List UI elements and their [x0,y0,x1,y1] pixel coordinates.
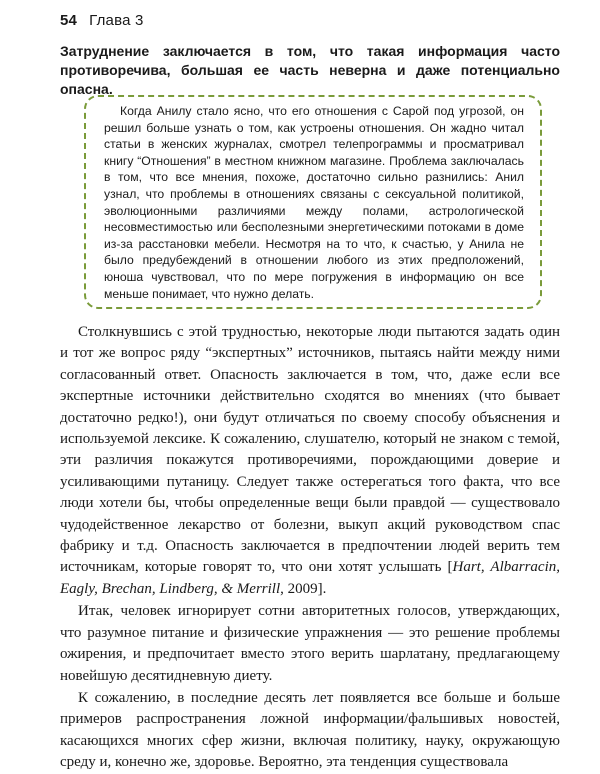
page-number: 54 [60,12,78,29]
paragraph-3: К сожалению, в последние десять лет появляется все больше и больше примеров распространения ложной информации/фальшивых новостей, касающихся многих сфер жизни, включая политику, науку, окружающую среду и, конечно же, здоровье. Вероятно, эта тенденция существовала [60,689,560,771]
citation-year: , 2009]. [280,580,327,597]
paragraph-1 [60,322,560,600]
body-text [60,322,560,774]
case-study-text: Когда Анилу стало ясно, что его отношения с Сарой под угрозой, он решил больше узнать о том, как устроены отношения. Он жадно читал статьи в женских журналах, смотрел телепрограммы и просматривал книгу “Отношения” в местном книжном магазине. Проблема заключалась в том, что все мнения, похоже, достаточно сильно разнились: Анил узнал, что проблемы в отношениях связаны с сексуальной политикой, эволюционными различиями между полами, астрологической несовместимостью или бесполезными энергетическими потоками в доме из-за расстановки мебели. Несмотря на то что, к счастью, у Анила не было предубеждений в отношении любого из этих предположений, юноша чувствовал, что по мере погружения в информацию он все меньше понимает, что нужно делать. [104,104,524,301]
case-study-box [84,95,542,309]
chapter-title: Глава 3 [89,12,144,29]
paragraph-1-text: Столкнувшись с этой трудностью, некоторые люди пытаются задать один и тот же вопрос ряду “экспертных” источников, пытаясь найти между ними согласованный ответ. Опасность заключается в том, что, даже если все экспертные источники действительно сходятся во мнениях (что бывает достаточно редко!), они будут отличаться по своему способу объяснения и используемой лексике. К сожалению, слушателю, который не знаком с темой, эти различия покажутся противоречиями, порождающими доверие и усиливающими путаницу. Следует также остерегаться того факта, что все люди хотели бы, чтобы определенные вещи были правдой — существовало чудодейственное лекарство от болезни, выкуп акций руководством спас фабрику и т.д. Опасность заключается в предпочтении людей верить тем источникам, которые говорят то, что они хотят услышать [ [60,324,560,576]
paragraph-2: Итак, человек игнорирует сотни авторитетных голосов, утверждающих, что разумное питание и физические упражнения — это решение проблемы ожирения, и предпочитает вместо этого верить шарлатану, предлагающему новейшую десятидневную диету. [60,603,560,684]
running-header [60,12,144,29]
lead-paragraph: Затруднение заключается в том, что такая информация часто противоречива, большая ее часть неверна и даже потенциально опасна. [60,43,560,97]
citation-authors: Hart, Albarracin, Eagly, Brechan, Lindberg, & Merrill [60,559,560,597]
